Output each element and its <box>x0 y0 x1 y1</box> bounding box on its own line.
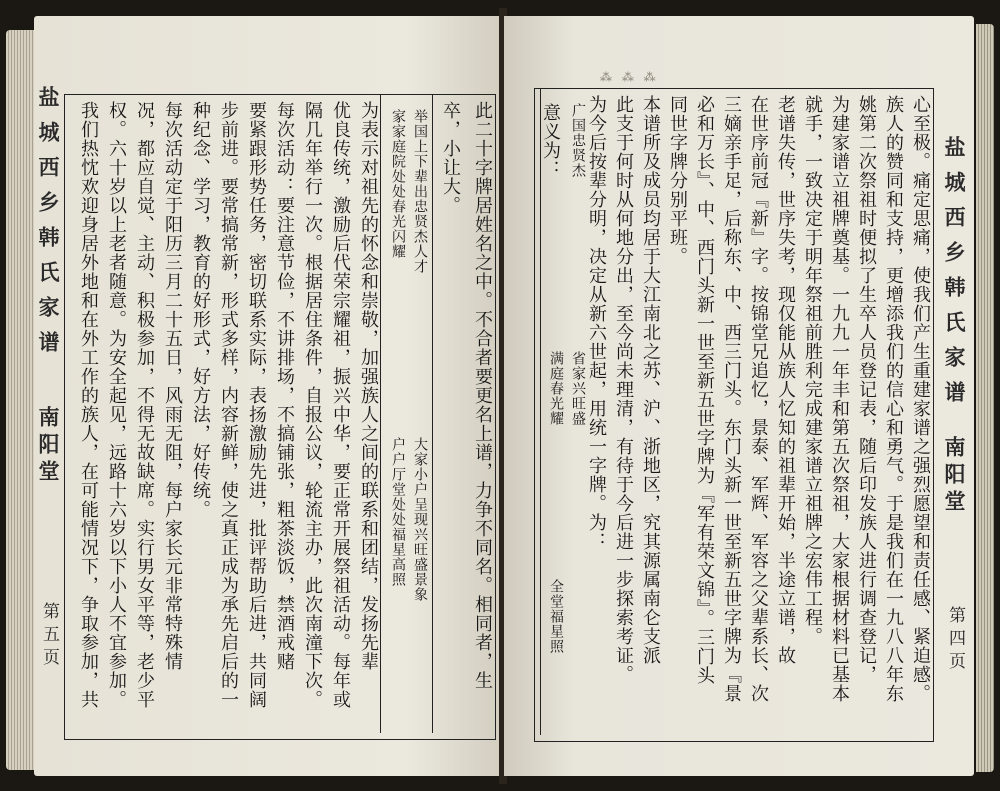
right-margin-hall: 南阳堂 <box>942 436 967 517</box>
poem-line: 户户厅堂处处福星高照 <box>390 437 406 587</box>
text-column: 为表示对祖先的怀念和崇敬，加强族人之间的联系和团结，发扬先辈 <box>358 101 379 671</box>
text-column: 必和万长』、中、西门头新一世至新五世字牌为『军有荣文锦』。三门头 <box>694 95 715 685</box>
left-margin-title: 盐城西乡韩氏家谱 <box>36 86 61 366</box>
poem-line: 全堂福星照 <box>548 579 564 654</box>
right-margin-title: 盐城西乡韩氏家谱 <box>942 136 967 416</box>
text-column: 意义为： <box>540 103 561 179</box>
text-column: 步前进。要常搞常新，形式多样，内容新鲜，使之真正成为承先启后的一 <box>218 101 239 709</box>
poem-line: 家家庭院处处春光闪耀 <box>390 109 406 259</box>
left-margin-hall: 南阳堂 <box>36 406 61 487</box>
poem-rule <box>380 95 381 733</box>
text-column: 为建家谱立祖牌奠基。一九九一年丰和第五次祭祖，大家根据材料已基本 <box>829 95 850 703</box>
text-column: 本谱所及成员均居于大江南北之苏、沪、浙地区，究其源属南仑支派 <box>640 95 661 665</box>
text-column: 种纪念、学习，教育的好形式，好方法，好传统。 <box>190 101 211 519</box>
text-column: 况，都应自觉、主动、积极参加，不得无故缺席。实行男女平等，老少平 <box>134 101 155 709</box>
faint-stamp: ⁂ ⁂ ⁂ <box>600 70 659 84</box>
right-text-frame <box>534 88 934 742</box>
text-column: 要紧跟形势任务，密切联系实际，表扬激励先进，批评帮助后进，共同阔 <box>246 101 267 709</box>
text-column: 此支于何时从何地分出，至今尚未理清，有待于今后进一步探索考证。 <box>613 95 634 684</box>
text-column: 隔几年举行一次。根据居住条件，自报公议，轮流主办，此次南潼下次。 <box>302 101 323 709</box>
text-column: 心至极。痛定思痛，使我们产生重建家谱之强烈愿望和责任感、紧迫感。 <box>910 95 931 703</box>
poem-rule <box>540 89 541 735</box>
open-book <box>6 8 994 784</box>
text-column: 族人的赞同和支持，更增添我们的信心和勇气。于是我们在一九八八年东 <box>883 95 904 703</box>
poem-line: 省家兴旺盛 <box>570 351 586 426</box>
text-column: 三嫡亲手足，后称东、中、西三门头。东门头新一世至新五世字牌为『景 <box>721 95 742 703</box>
left-page <box>34 16 502 776</box>
text-column: 在世序前冠『新』字。按锦堂兄追忆，景泰、军辉、军容之父辈系长、次 <box>748 95 769 703</box>
text-column: 卒，小让大。 <box>440 101 461 215</box>
left-page-number: 第五页 <box>39 602 59 671</box>
text-column: 就手，一致决定于明年祭祖前胜利完成建家谱立祖牌之宏伟工程。 <box>802 95 823 646</box>
text-column: 为今后按辈分明，决定从新六世起，用统一字牌。为： <box>586 95 607 551</box>
right-page <box>504 16 974 776</box>
text-column: 优良传统，激励后代荣宗耀祖，振兴中华，要正常开展祭祖活动。每年或 <box>330 101 351 709</box>
text-column: 此二十字牌居姓名之中。不合者要更名上谱，力争不同名。相同者，生 <box>472 101 493 690</box>
text-column: 权。六十岁以上老者随意。为安全起见，远路十六岁以下小人不宜参加。 <box>106 101 127 709</box>
book-edge-right <box>976 24 994 772</box>
poem-line: 广国忠贤杰 <box>570 103 586 178</box>
text-column: 每次活动定于阳历三月二十五日，风雨无阻，每户家长元非常特殊情 <box>162 101 183 671</box>
text-column: 老谱失传，世序失考，现仅能从族人忆知的祖辈开始，半途立谱，故 <box>775 95 796 665</box>
text-column: 姚第二次祭祖时便拟了生卒人员登记表，随后印发族人进行调查登记， <box>856 95 877 684</box>
right-page-number: 第四页 <box>945 606 965 675</box>
text-column: 每次活动：要注意节俭，不讲排场，不搞铺张，粗茶淡饭，禁酒戒赌 <box>274 101 295 671</box>
text-column: 同世字牌分别平班。 <box>667 95 688 266</box>
poem-line: 满庭春光耀 <box>548 351 564 426</box>
text-column: 我们热忱欢迎身居外地和在外工作的族人，在可能情况下，争取参加，共 <box>78 101 99 709</box>
left-text-frame <box>64 94 496 740</box>
poem-rule <box>432 95 433 733</box>
poem-line: 举国上下辈出忠贤杰人才 <box>412 109 428 274</box>
poem-line: 大家小户呈现兴旺盛景象 <box>412 437 428 602</box>
